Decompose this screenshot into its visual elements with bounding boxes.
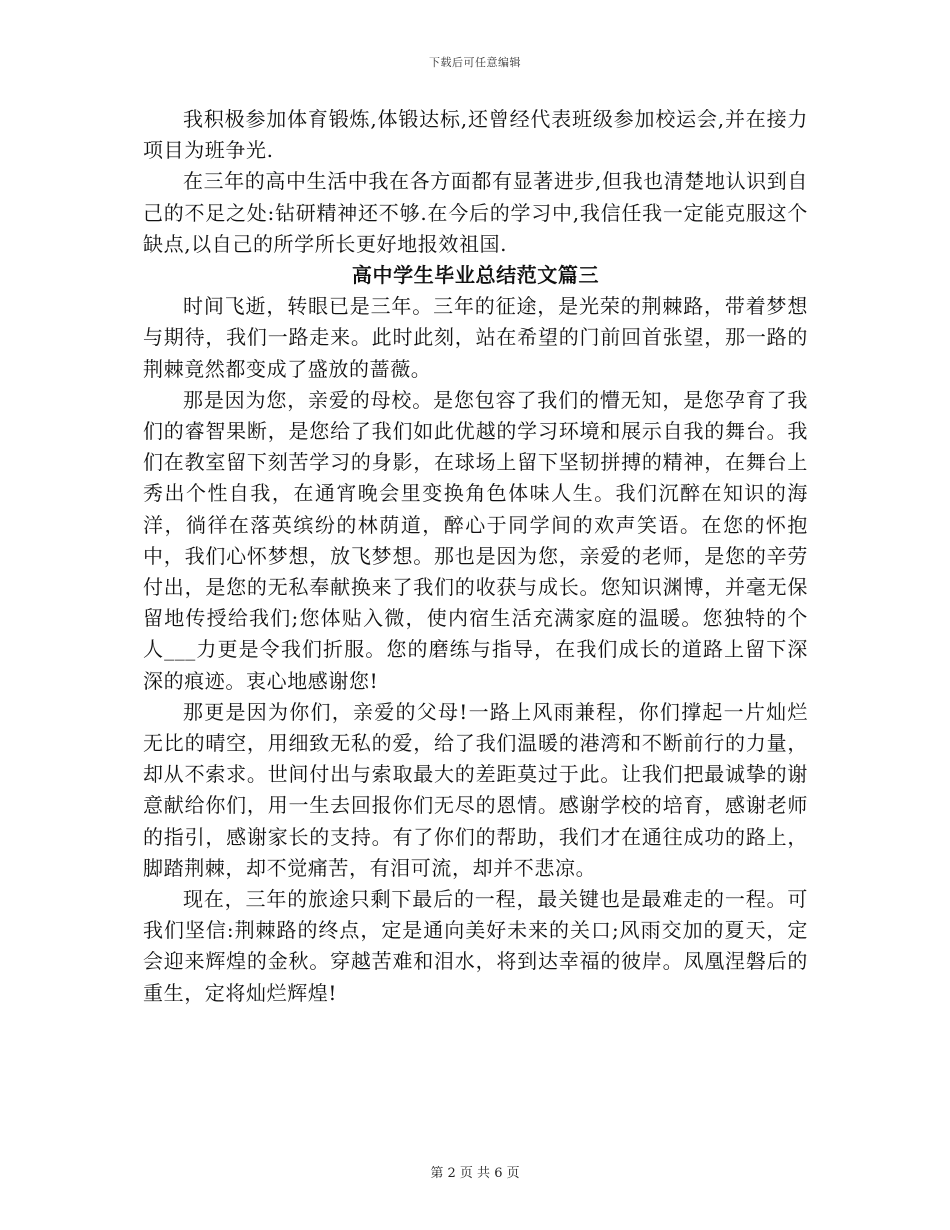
- section-title: 高中学生毕业总结范文篇三: [351, 263, 600, 288]
- paragraph: 那更是因为你们，亲爱的父母!一路上风雨兼程，你们撑起一片灿烂无比的晴空，用细致无私的爱，给了我们温暖的港湾和不断前行的力量，却从不索求。世间付出与索取最大的差距莫过于此。让我们把最诚挚的谢意献给你们，用一生去回报你们无尽的恩情。感谢学校的培育，感谢老师的指引，感谢家长的支持。有了你们的帮助，我们才在通往成功的路上，脚踏荆棘，却不觉痛苦，有泪可流，却并不悲凉。: [143, 699, 808, 880]
- paragraph: 时间飞逝，转眼已是三年。三年的征途，是光荣的荆棘路，带着梦想与期待，我们一路走来。此时此刻，站在希望的门前回首张望，那一路的荆棘竟然都变成了盛放的蔷薇。: [143, 294, 808, 381]
- page-header-note: 下载后可任意编辑: [429, 56, 521, 69]
- paragraph: 那是因为您，亲爱的母校。是您包容了我们的懵无知，是您孕育了我们的睿智果断，是您给了我们如此优越的学习环境和展示自我的舞台。我们在教室留下刻苦学习的身影，在球场上留下坚韧拼搏的精神，在舞台上秀出个性自我，在通宵晚会里变换角色体味人生。我们沉醉在知识的海洋，徜徉在落英缤纷的林荫道，醉心于同学间的欢声笑语。在您的怀抱中，我们心怀梦想，放飞梦想。那也是因为您，亲爱的老师，是您的辛劳付出，是您的无私奉献换来了我们的收获与成长。您知识渊博，并毫无保留地传授给我们;您体贴入微，使内宿生活充满家庭的温暖。您独特的个人___力更是令我们折服。您的磨练与指导，在我们成长的道路上留下深深的痕迹。衷心地感谢您!: [143, 387, 808, 693]
- paragraph: 在三年的高中生活中我在各方面都有显著进步,但我也清楚地认识到自己的不足之处:钻研精神还不够.在今后的学习中,我信任我一定能克服这个缺点,以自己的所学所长更好地报效祖国.: [143, 169, 808, 256]
- page-footer-number: 第 2 页 共 6 页: [430, 1166, 520, 1181]
- paragraph: 我积极参加体育锻炼,体锻达标,还曾经代表班级参加校运会,并在接力项目为班争光.: [143, 107, 808, 163]
- paragraph: 现在，三年的旅途只剩下最后的一程，最关键也是最难走的一程。可我们坚信:荆棘路的终点，定是通向美好未来的关口;风雨交加的夏天，定会迎来辉煌的金秋。穿越苦难和泪水，将到达幸福的彼岸。凤凰涅磐后的重生，定将灿烂辉煌!: [143, 887, 808, 1005]
- document-body: [143, 104, 808, 1009]
